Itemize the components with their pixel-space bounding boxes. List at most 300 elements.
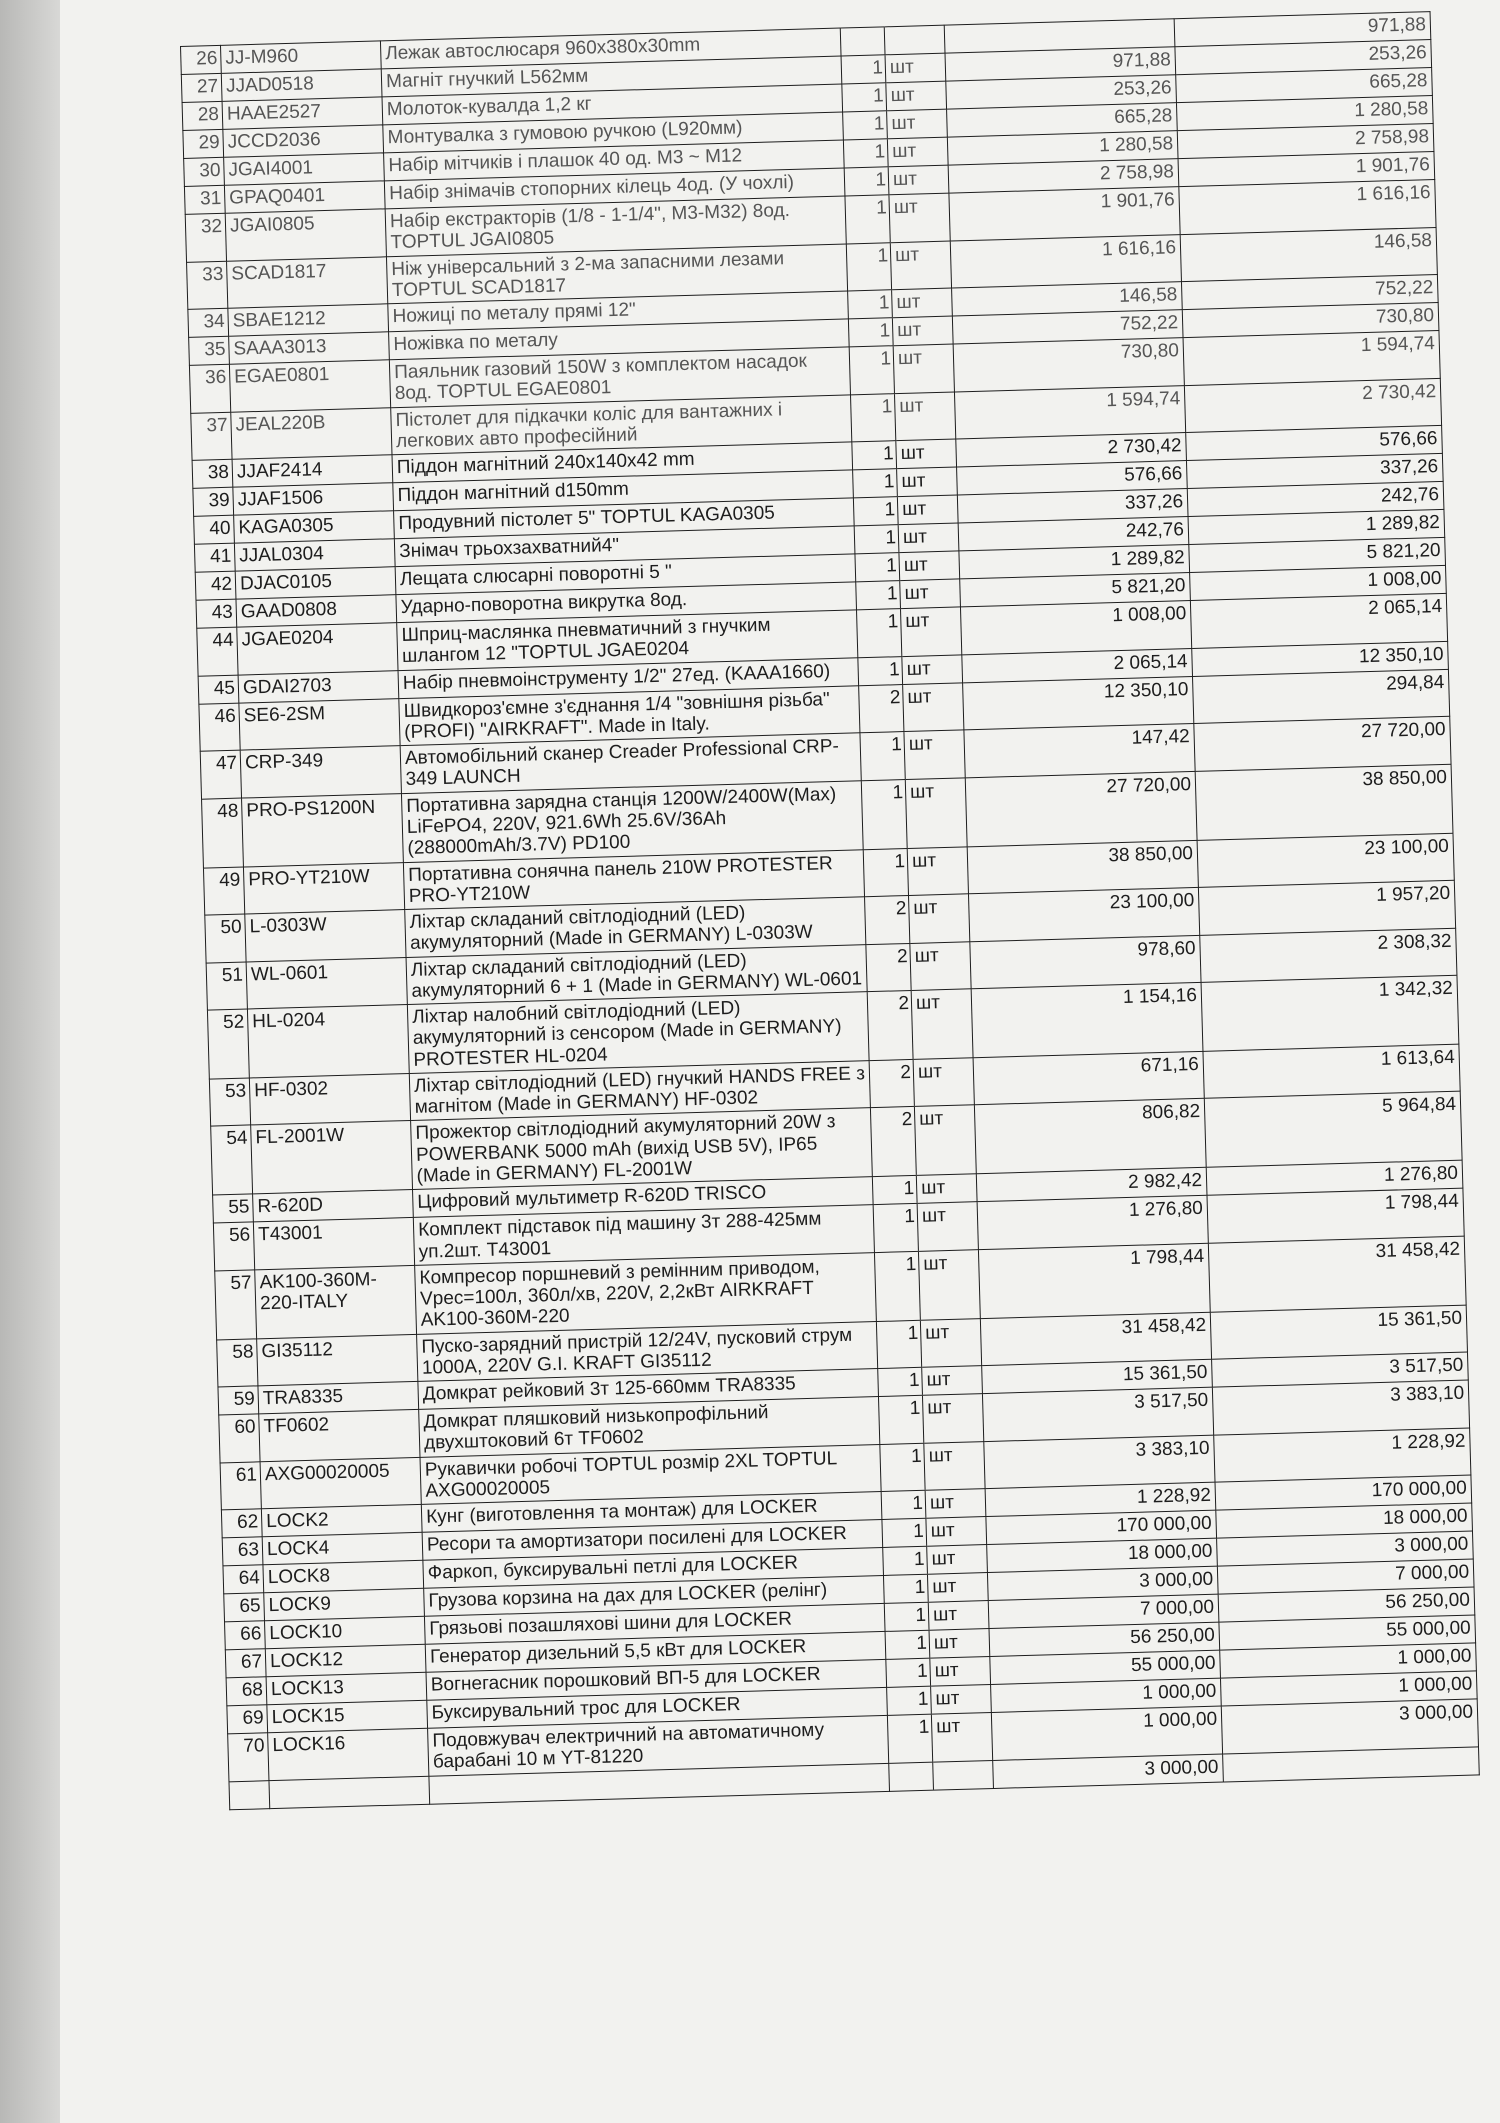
- row-number: 45: [198, 675, 239, 704]
- item-quantity: 2: [870, 1107, 916, 1177]
- item-code: HAAE2527: [222, 97, 383, 129]
- item-quantity: 1: [878, 1367, 923, 1396]
- item-code: LOCK8: [263, 1560, 424, 1592]
- item-code: JJAD0518: [221, 69, 382, 101]
- item-sum: 1 276,80: [1206, 1160, 1463, 1195]
- row-number: 27: [181, 73, 222, 102]
- row-number: 50: [205, 914, 246, 963]
- item-unit: шт: [886, 81, 947, 111]
- item-name: Піддон магнітний d150mm: [393, 470, 854, 511]
- item-code: JJ-M960: [220, 41, 381, 73]
- item-unit: шт: [905, 778, 967, 848]
- item-sum: 7 000,00: [1217, 1559, 1474, 1594]
- row-number: 28: [182, 101, 223, 130]
- item-price: 56 250,00: [989, 1622, 1220, 1656]
- row-number: 58: [217, 1338, 258, 1387]
- item-sum: 146,58: [1180, 227, 1437, 282]
- item-code: R-620D: [253, 1190, 414, 1222]
- item-unit: шт: [887, 137, 948, 167]
- item-code: JEAL220B: [231, 407, 392, 459]
- item-sum: 27 720,00: [1194, 716, 1451, 771]
- item-code: EGAE0801: [229, 360, 390, 412]
- item-price: 170 000,00: [986, 1510, 1217, 1544]
- item-sum: 18 000,00: [1216, 1503, 1473, 1538]
- item-price: 1 289,82: [959, 545, 1190, 579]
- row-number: 51: [206, 962, 247, 1011]
- item-name: Грязьові позашляхові шини для LOCKER: [424, 1604, 885, 1645]
- item-sum: 3 383,10: [1212, 1380, 1469, 1435]
- item-quantity: 1: [843, 111, 888, 140]
- item-sum: 1 957,20: [1198, 880, 1455, 935]
- item-price: 18 000,00: [987, 1538, 1218, 1572]
- item-sum: 576,66: [1186, 426, 1443, 461]
- item-sum: 752,22: [1181, 275, 1438, 310]
- item-quantity: 1: [844, 167, 889, 196]
- item-quantity: 1: [863, 848, 908, 897]
- item-sum: [1223, 1747, 1480, 1782]
- item-sum: 665,28: [1176, 68, 1433, 103]
- item-name: Ліхтар світлодіодний (LED) гнучкий HANDS FREE з магнітом (Made in GERMANY) HF-0302: [409, 1061, 870, 1121]
- item-quantity: 1: [885, 1630, 930, 1659]
- item-name: Компресор поршневий з ремінним приводом, Vрес=100л, 360л/хв, 220V, 2,2кВт AIRKRAFT AK100-360M-220: [415, 1252, 877, 1334]
- row-number: 52: [207, 1009, 249, 1079]
- item-sum: 1 901,76: [1178, 152, 1435, 187]
- row-number: 62: [221, 1509, 262, 1538]
- item-name: Набір знімачів стопорних кілець 4од. (У чохлі): [384, 168, 845, 209]
- item-sum: 1 000,00: [1220, 1643, 1477, 1678]
- row-number: [229, 1780, 270, 1809]
- item-unit: шт: [910, 941, 971, 990]
- item-code: FL-2001W: [251, 1121, 413, 1194]
- item-quantity: 1: [887, 1714, 932, 1763]
- item-unit: шт: [928, 1601, 989, 1631]
- row-number: 47: [200, 750, 241, 799]
- item-code: SE6-2SM: [239, 698, 400, 750]
- item-quantity: 1: [855, 553, 900, 582]
- item-sum: 1 613,64: [1203, 1044, 1460, 1099]
- document-sheet: [60, 0, 1500, 2123]
- item-quantity: 1: [848, 290, 893, 319]
- item-sum: 170 000,00: [1215, 1475, 1472, 1510]
- row-number: 65: [224, 1593, 265, 1622]
- item-unit: шт: [927, 1573, 988, 1603]
- item-sum: 3 000,00: [1221, 1699, 1478, 1754]
- item-unit: шт: [892, 288, 953, 318]
- item-sum: 23 100,00: [1197, 833, 1454, 888]
- item-price: 55 000,00: [990, 1650, 1221, 1684]
- item-name: Ресори та амортизатори посилені для LOCKER: [422, 1520, 883, 1561]
- item-name: Вогнегасник порошковий ВП-5 для LOCKER: [426, 1660, 887, 1701]
- item-unit: шт: [930, 1657, 991, 1687]
- item-code: GI35112: [257, 1334, 418, 1386]
- item-price: 2 730,42: [956, 433, 1187, 467]
- item-quantity: 1: [880, 1443, 925, 1492]
- item-price: 806,82: [974, 1099, 1206, 1174]
- item-quantity: 1: [856, 581, 901, 610]
- item-name: Ніж універсальний з 2-ма запасними лезами TOPTUL SCAD1817: [386, 244, 847, 304]
- item-sum: 2 758,98: [1177, 124, 1434, 159]
- row-number: 33: [187, 261, 228, 310]
- item-name: Лежак автослюсаря 960x380x30mm: [380, 28, 841, 69]
- item-code: TF0602: [259, 1409, 420, 1461]
- item-quantity: 1: [852, 441, 897, 470]
- item-unit: шт: [892, 316, 953, 346]
- item-code: SCAD1817: [227, 256, 388, 308]
- item-sum: 56 250,00: [1218, 1587, 1475, 1622]
- item-name: Портативна сонячна панель 210W PROTESTER PRO-YT210W: [403, 849, 864, 909]
- item-quantity: 1: [883, 1574, 928, 1603]
- row-number: 70: [228, 1733, 269, 1782]
- item-quantity: 1: [853, 497, 898, 526]
- item-price: 971,88: [945, 47, 1176, 81]
- item-price: 31 458,42: [980, 1312, 1211, 1366]
- row-number: 36: [189, 364, 230, 413]
- item-unit: шт: [918, 1249, 980, 1319]
- row-number: 34: [188, 308, 229, 337]
- item-unit: шт: [897, 467, 958, 497]
- item-quantity: 1: [860, 732, 905, 781]
- item-name: Автомобільний сканер Creader Professional CRP-349 LAUNCH: [400, 733, 861, 793]
- item-code: JGAI0805: [225, 209, 386, 261]
- row-number: 31: [184, 185, 225, 214]
- item-quantity: 1: [841, 55, 886, 84]
- item-code: PRO-YT210W: [243, 862, 404, 914]
- items-table: [180, 11, 1480, 1810]
- item-unit: шт: [931, 1713, 992, 1762]
- item-sum: 1 616,16: [1179, 180, 1436, 235]
- item-price: 576,66: [957, 461, 1188, 495]
- item-price: 27 720,00: [965, 771, 1197, 846]
- item-name: Кунг (виготовлення та монтаж) для LOCKER: [421, 1492, 882, 1533]
- item-sum: 2 730,42: [1184, 378, 1441, 433]
- row-number: 32: [185, 213, 226, 262]
- row-number: 42: [195, 571, 236, 600]
- item-name: Рукавички робочі TOPTUL розмір 2XL TOPTUL AXG00020005: [420, 1444, 881, 1504]
- item-code: LOCK15: [267, 1700, 428, 1732]
- item-unit: шт: [899, 551, 960, 581]
- item-price: 1 000,00: [991, 1706, 1222, 1760]
- item-name: Грузова корзина на дах для LOCKER (релінг): [424, 1576, 885, 1617]
- item-code: HF-0302: [249, 1073, 410, 1125]
- item-name: Піддон магнітний 240x140x42 mm: [392, 442, 853, 483]
- item-unit: шт: [931, 1685, 992, 1715]
- item-price: 752,22: [952, 310, 1183, 344]
- row-number: 49: [203, 867, 244, 916]
- item-quantity: 1: [858, 656, 903, 685]
- item-sum: 1 228,92: [1214, 1428, 1471, 1483]
- item-name: Лещата слюсарні поворотні 5 ": [395, 554, 856, 595]
- item-code: JJAF2414: [232, 455, 393, 487]
- item-name: Ударно-поворотна викрутка 8од.: [396, 582, 857, 623]
- item-price: 1 901,76: [949, 187, 1180, 241]
- item-name: Домкрат рейковий 3т 125-660мм TRA8335: [418, 1369, 879, 1410]
- item-code: T43001: [253, 1218, 414, 1270]
- item-code: LOCK9: [264, 1588, 425, 1620]
- item-code: GAAD0808: [236, 595, 397, 627]
- item-unit: [933, 1760, 994, 1790]
- item-quantity: 1: [850, 393, 895, 442]
- item-price: 23 100,00: [968, 887, 1199, 941]
- item-price: 1 798,44: [978, 1243, 1210, 1318]
- item-price: 2 758,98: [948, 159, 1179, 193]
- item-unit: шт: [927, 1545, 988, 1575]
- item-price: 12 350,10: [963, 676, 1194, 730]
- item-price: 3 000,00: [987, 1566, 1218, 1600]
- item-unit: шт: [909, 894, 970, 943]
- item-name: Пуско-зарядний пристрій 12/24V, пусковий струм 1000A, 220V G.I. KRAFT GI35112: [417, 1321, 878, 1381]
- row-number: 26: [181, 45, 222, 74]
- item-unit: шт: [894, 392, 955, 441]
- item-code: LOCK12: [265, 1644, 426, 1676]
- item-quantity: 2: [865, 896, 910, 945]
- row-number: 43: [196, 599, 237, 628]
- item-sum: 1 594,74: [1183, 331, 1440, 386]
- item-quantity: 1: [846, 242, 891, 291]
- item-unit: шт: [922, 1394, 983, 1443]
- item-code: KAGA0305: [234, 511, 395, 543]
- item-quantity: 1: [849, 346, 894, 395]
- item-unit: [884, 25, 945, 55]
- item-unit: шт: [885, 53, 946, 83]
- item-name: Шприц-маслянка пневматичний з гнучким шлангом 12 "TOPTUL JGAE0204: [397, 610, 858, 670]
- item-sum: 294,84: [1192, 669, 1449, 724]
- item-price: 38 850,00: [967, 840, 1198, 894]
- item-price: 1 276,80: [977, 1196, 1208, 1250]
- row-number: 66: [225, 1621, 266, 1650]
- item-unit: шт: [913, 1058, 974, 1107]
- item-price: 1 228,92: [985, 1482, 1216, 1516]
- item-sum: 15 361,50: [1210, 1305, 1467, 1360]
- item-unit: шт: [897, 495, 958, 525]
- item-unit: шт: [900, 579, 961, 609]
- item-sum: 1 280,58: [1176, 96, 1433, 131]
- item-price: 337,26: [957, 489, 1188, 523]
- item-code: WL-0601: [246, 957, 407, 1009]
- row-number: 35: [189, 336, 230, 365]
- item-unit: шт: [887, 109, 948, 139]
- item-sum: 242,76: [1187, 482, 1444, 517]
- item-name: Прожектор світлодіодний акумуляторний 20W з POWERBANK 5000 mAh (вихід USB 5V), IP65 (Made in GERMANY) FL-2001W: [411, 1108, 873, 1190]
- item-name: Ножиці по металу прямі 12": [388, 291, 849, 332]
- item-quantity: 2: [867, 991, 913, 1061]
- item-unit: шт: [926, 1517, 987, 1547]
- item-sum: 2 065,14: [1190, 593, 1447, 648]
- item-unit: шт: [902, 655, 963, 685]
- item-unit: шт: [888, 165, 949, 195]
- item-sum: 971,88: [1174, 12, 1431, 47]
- item-name: Фаркоп, буксирувальні петлі для LOCKER: [423, 1548, 884, 1589]
- item-price: 1 154,16: [971, 982, 1203, 1057]
- row-number: 67: [225, 1649, 266, 1678]
- item-quantity: 1: [853, 469, 898, 498]
- item-price: 146,58: [952, 282, 1183, 316]
- row-number: 56: [213, 1222, 254, 1271]
- item-code: SAAA3013: [229, 332, 390, 364]
- item-code: AK100-360M-220-ITALY: [255, 1265, 417, 1338]
- item-code: L-0303W: [245, 910, 406, 962]
- item-unit: шт: [904, 730, 965, 779]
- item-name: Подовжувач електричний на автоматичному барабані 10 м YT-81220: [428, 1716, 889, 1776]
- item-quantity: 1: [876, 1320, 921, 1369]
- item-name: Продувний пістолет 5" TOPTUL KAGA0305: [394, 498, 855, 539]
- item-quantity: 1: [874, 1251, 920, 1321]
- item-quantity: 1: [872, 1176, 917, 1205]
- item-code: LOCK13: [266, 1672, 427, 1704]
- item-price: 3 517,50: [982, 1387, 1213, 1441]
- item-code: LOCK4: [262, 1532, 423, 1564]
- item-sum: 337,26: [1186, 454, 1443, 489]
- item-name: Пістолет для підкачки коліс для вантажних і легкових авто професійний: [391, 395, 852, 455]
- item-name: Ліхтар складаний світлодіодний (LED) акумуляторний 6 + 1 (Made in GERMANY) WL-0601: [406, 944, 867, 1004]
- row-number: 39: [193, 487, 234, 516]
- item-price: 1 280,58: [947, 131, 1178, 165]
- row-number: 68: [226, 1677, 267, 1706]
- item-quantity: 1: [861, 779, 907, 849]
- item-unit: шт: [917, 1202, 978, 1251]
- item-sum: 12 350,10: [1192, 641, 1449, 676]
- item-quantity: 1: [842, 83, 887, 112]
- item-code: JCCD2036: [223, 125, 384, 157]
- item-sum: 1 289,82: [1188, 510, 1445, 545]
- row-number: 60: [219, 1414, 260, 1463]
- item-sum: 3 517,50: [1212, 1352, 1469, 1387]
- item-unit: шт: [889, 193, 950, 242]
- item-code: PRO-PS1200N: [242, 793, 404, 866]
- item-quantity: 1: [884, 1602, 929, 1631]
- item-name: Набір пневмоінструменту 1/2" 27ед. (KAAA1660): [398, 657, 859, 698]
- item-code: GPAQ0401: [224, 181, 385, 213]
- item-sum: 730,80: [1182, 303, 1439, 338]
- item-price: 2 982,42: [976, 1168, 1207, 1202]
- row-number: 30: [184, 157, 225, 186]
- item-name: Ліхтар налобний світлодіодний (LED) акумуляторний із сенсором (Made in GERMANY) PROTESTER HL-0204: [407, 992, 869, 1074]
- item-price: 5 821,20: [960, 573, 1191, 607]
- item-quantity: 1: [883, 1546, 928, 1575]
- item-sum: 1 798,44: [1207, 1188, 1464, 1243]
- row-number: 29: [183, 129, 224, 158]
- item-unit: шт: [914, 1105, 976, 1175]
- item-price: 3 383,10: [984, 1435, 1215, 1489]
- item-price: 15 361,50: [982, 1359, 1213, 1393]
- item-sum: 5 821,20: [1189, 538, 1446, 573]
- item-quantity: 2: [866, 943, 911, 992]
- item-code: JGAI4001: [224, 153, 385, 185]
- row-number: 55: [213, 1194, 254, 1223]
- item-quantity: 1: [843, 139, 888, 168]
- item-unit: шт: [898, 523, 959, 553]
- item-name: Ліхтар складаний світлодіодний (LED) акумуляторний (Made in GERMANY) L-0303W: [405, 897, 866, 957]
- item-sum: 1 342,32: [1201, 975, 1459, 1051]
- item-name: Ножівка по металу: [389, 319, 850, 360]
- item-quantity: 1: [845, 195, 890, 244]
- row-number: 53: [209, 1078, 250, 1127]
- items-table-body: [181, 12, 1480, 1810]
- item-price: 242,76: [958, 517, 1189, 551]
- item-sum: 55 000,00: [1219, 1615, 1476, 1650]
- item-sum: 31 458,42: [1208, 1236, 1466, 1312]
- item-name: Домкрат пляшковий низькопрофільний двухштоковий 6т TF0602: [419, 1397, 880, 1457]
- row-number: 57: [215, 1270, 257, 1340]
- page-shadow: [0, 0, 60, 2123]
- item-unit: шт: [920, 1318, 981, 1367]
- item-price: 730,80: [953, 338, 1184, 392]
- item-name: Паяльник газовий 150W з комплектом насадок 8од. TOPTUL EGAE0801: [389, 347, 850, 407]
- item-price: 978,60: [970, 935, 1201, 989]
- items-table-wrap: [180, 11, 1480, 1810]
- row-number: 48: [202, 798, 244, 868]
- item-name: Швидкороз'ємне з'єднання 1/4 "зовнішня різьба" (PROFI) "AIRKRAFT". Made in Italy.: [399, 685, 860, 745]
- item-quantity: 1: [878, 1395, 923, 1444]
- item-name: Генератор дизельний 5,5 кВт для LOCKER: [425, 1632, 886, 1673]
- item-quantity: 1: [848, 318, 893, 347]
- item-name: Магніт гнучкий L562мм: [381, 56, 842, 97]
- item-sum: 3 000,00: [1217, 1531, 1474, 1566]
- row-number: 69: [227, 1705, 268, 1734]
- item-unit: шт: [893, 344, 954, 393]
- item-unit: шт: [896, 439, 957, 469]
- item-sum: 5 964,84: [1204, 1092, 1462, 1168]
- item-sum: 253,26: [1175, 40, 1432, 75]
- item-code: LOCK2: [261, 1504, 422, 1536]
- row-number: 41: [194, 543, 235, 572]
- row-number: 37: [191, 412, 232, 461]
- item-name: Монтувалка з гумовою ручкою (L920мм): [383, 112, 844, 153]
- item-code: [269, 1776, 430, 1808]
- item-unit: шт: [903, 683, 964, 732]
- item-unit: шт: [911, 989, 973, 1059]
- row-number: 46: [199, 703, 240, 752]
- item-code: AXG00020005: [260, 1457, 421, 1509]
- item-unit: шт: [924, 1441, 985, 1490]
- item-quantity: 1: [886, 1658, 931, 1687]
- item-quantity: 1: [881, 1490, 926, 1519]
- item-unit: шт: [929, 1629, 990, 1659]
- row-number: 59: [218, 1386, 259, 1415]
- item-sum: 2 308,32: [1200, 928, 1457, 983]
- item-sum: 1 008,00: [1190, 565, 1447, 600]
- item-name: Цифровий мультиметр R-620D TRISCO: [413, 1177, 874, 1218]
- item-sum: 38 850,00: [1195, 764, 1453, 840]
- item-code: JJAF1506: [233, 483, 394, 515]
- item-price: 7 000,00: [988, 1594, 1219, 1628]
- item-unit: шт: [925, 1489, 986, 1519]
- item-price: 1 000,00: [991, 1678, 1222, 1712]
- item-unit: шт: [890, 241, 951, 290]
- item-unit: шт: [922, 1366, 983, 1396]
- item-quantity: 1: [887, 1686, 932, 1715]
- item-quantity: 2: [859, 684, 904, 733]
- item-name: Знімач трьохзахватний4": [394, 526, 855, 567]
- row-number: 40: [194, 515, 235, 544]
- item-code: HL-0204: [247, 1005, 409, 1078]
- item-name: Набір екстракторів (1/8 - 1-1/4", M3-M32) 8од. TOPTUL JGAI0805: [385, 196, 846, 256]
- row-number: 54: [211, 1125, 253, 1195]
- item-name: Буксирувальний трос для LOCKER: [427, 1688, 888, 1729]
- item-price: 1 594,74: [954, 385, 1185, 439]
- item-name: Молоток-кувалда 1,2 кг: [382, 84, 843, 125]
- item-name: Набір мітчиків і плашок 40 од. M3 ~ M12: [384, 140, 845, 181]
- item-unit: шт: [916, 1174, 977, 1204]
- item-quantity: [889, 1762, 934, 1791]
- item-name: Портативна зарядна станція 1200W/2400W(Max) LiFePO4, 220V, 921.6Wh 25.6V/36Ah (288000mAh/3.7V) PD100: [401, 780, 863, 862]
- item-unit: шт: [907, 846, 968, 895]
- item-quantity: 2: [869, 1059, 914, 1108]
- item-quantity: 1: [873, 1204, 918, 1253]
- item-code: LOCK10: [265, 1616, 426, 1648]
- item-sum: 1 000,00: [1220, 1671, 1477, 1706]
- item-price: 1 008,00: [960, 601, 1191, 655]
- item-code: CRP-349: [240, 746, 401, 798]
